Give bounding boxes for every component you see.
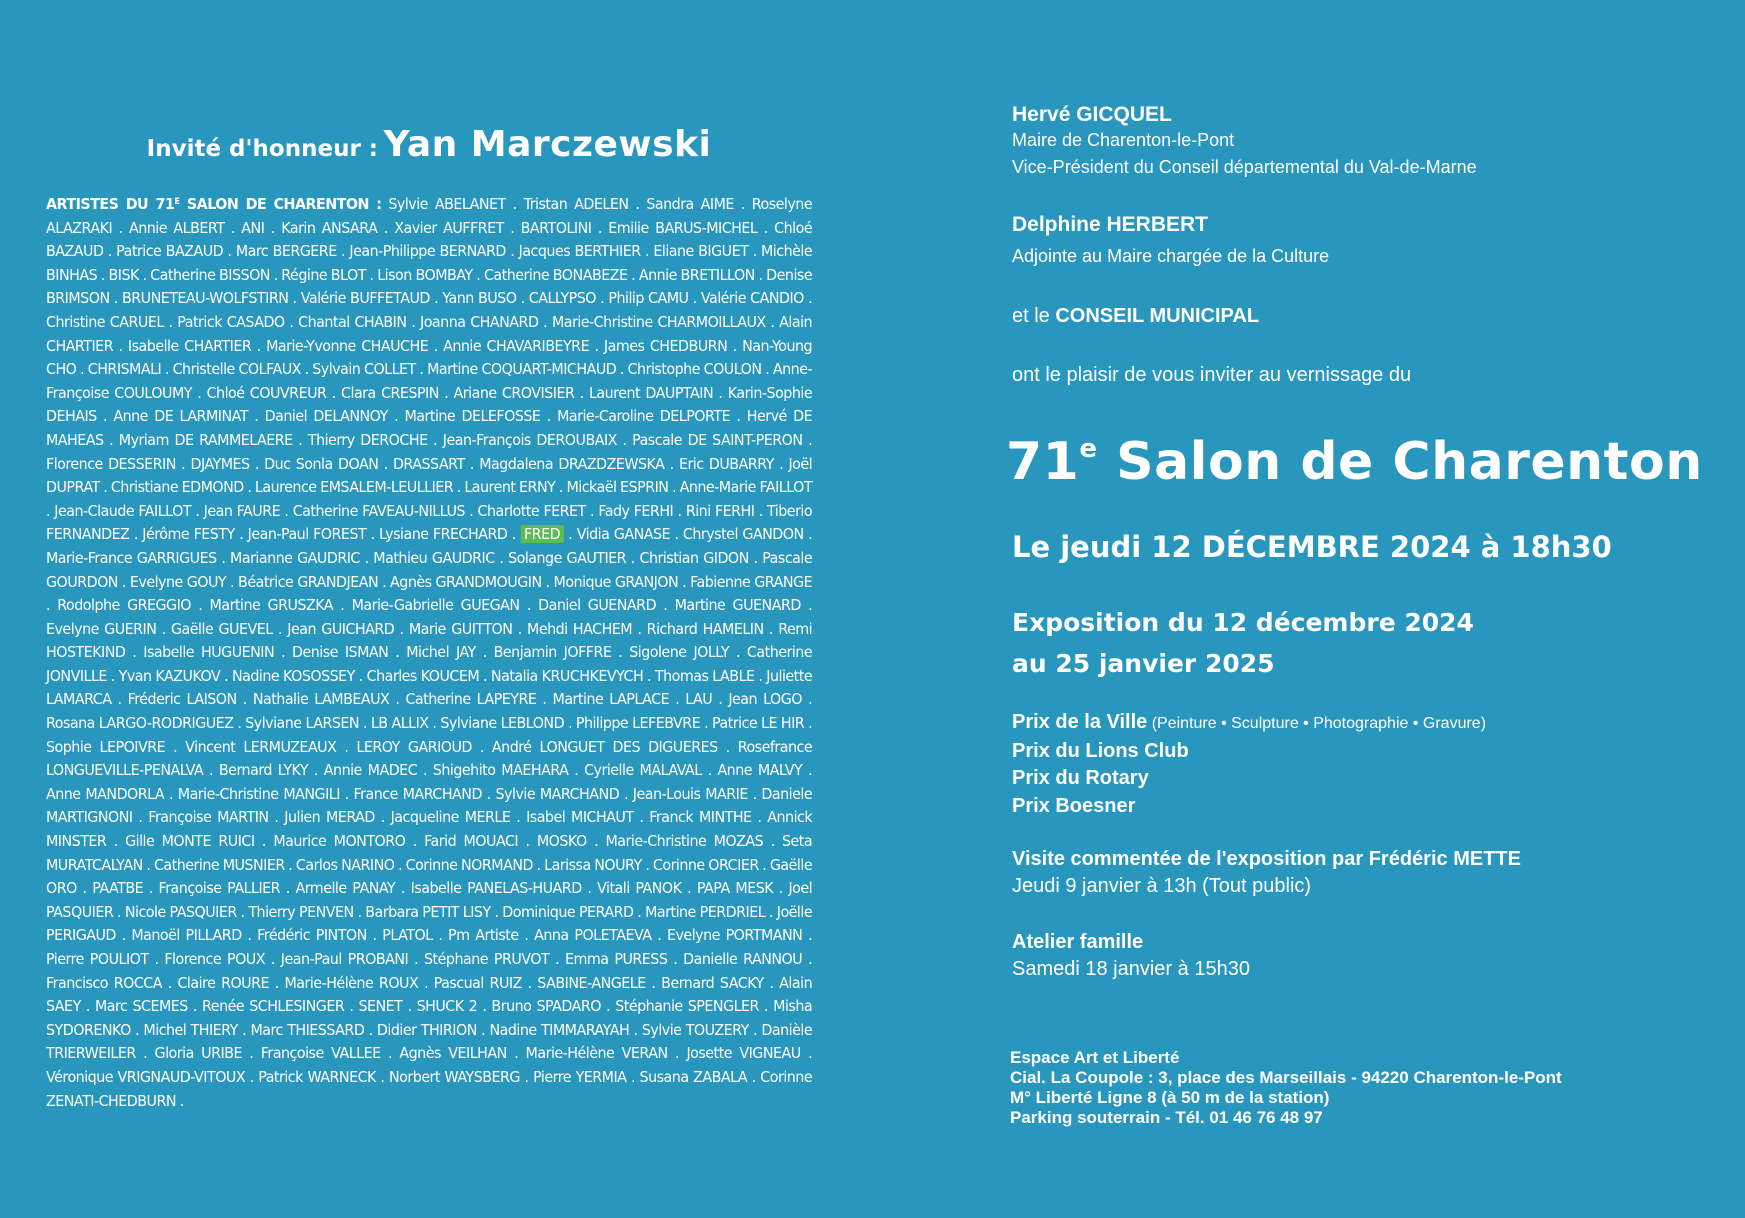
- artists-heading: [46, 195, 381, 213]
- artists-heading-sup: E: [174, 197, 180, 207]
- exhibition-line2: au 25 janvier 2025: [1012, 649, 1275, 678]
- venue-info: [1010, 1048, 1562, 1128]
- highlighted-artist: FRED: [520, 525, 564, 543]
- artists-list: [46, 191, 812, 1113]
- left-column: [46, 124, 812, 1113]
- family-workshop: [1012, 929, 1250, 983]
- venue-metro: M° Liberté Ligne 8 (à 50 m de la station): [1010, 1088, 1330, 1107]
- guest-name: Yan Marczewski: [383, 124, 712, 165]
- prize-city-detail: (Peinture • Sculpture • Photographie • Gravure): [1147, 715, 1487, 732]
- prize-boesner: [1012, 793, 1486, 821]
- prize-lions: [1012, 738, 1486, 766]
- exhibition-dates: [1012, 602, 1474, 684]
- prizes: [1012, 709, 1486, 820]
- event-date: Le jeudi 12 DÉCEMBRE 2024 à 18h30: [1012, 530, 1612, 564]
- host-deputy: [1012, 213, 1329, 270]
- event-title-rest: Salon de Charenton: [1097, 432, 1703, 492]
- host-council: [1012, 305, 1259, 328]
- prize-city-label: Prix de la Ville: [1012, 711, 1148, 733]
- exhibition-line1: Exposition du 12 décembre 2024: [1012, 608, 1474, 637]
- host-mayor-role: Maire de Charenton-le-Pont: [1012, 130, 1235, 150]
- event-title: [1006, 432, 1703, 492]
- artists-heading-rest: SALON DE CHARENTON :: [179, 195, 382, 213]
- host-mayor-name: Hervé GICQUEL: [1012, 103, 1172, 126]
- venue-name: Espace Art et Liberté: [1010, 1048, 1180, 1067]
- prize-city: [1012, 709, 1486, 738]
- artists-names-part1: Sylvie ABELANET . Tristan ADELEN . Sandra AIME . Roselyne ALAZRAKI . Annie ALBERT . ANI . Karin ANSARA . Xavier AUFFRET . BARTOLINI . Emilie BARUS-MICHEL . Chloé BAZAUD . Patrice BAZAUD . Marc BERGERE . Jean-Philippe BERNARD . Jacques BERTHIER . Eliane BIGUET . Michèle BINHAS . BISK . Catherine BISSON . Régine BLOT . Lison BOMBAY . Catherine BONABEZE . Annie BRETILLON . Denise BRIMSON . BRUNETEAU-WOLFSTIRN . Valérie BUFFETAUD . Yann BUSO . CALLYPSO . Philip CAMU . Valérie CANDIO . Christine CARUEL . Patrick CASADO . Chantal CHABIN . Joanna CHANARD . Marie-Christine CHARMOILLAUX . Alain CHARTIER . Isabelle CHARTIER . Marie-Yvonne CHAUCHE . Annie CHAVARIBEYRE . James CHEDBURN . Nan-Young CHO . CHRISMALI . Christelle COLFAUX . Sylvain COLLET . Martine COQUART-MICHAUD . Christophe COULON . Anne-Françoise COULOUMY . Chloé COUVREUR . Clara CRESPIN . Ariane CROVISIER . Laurent DAUPTAIN . Karin-Sophie DEHAIS . Anne DE LARMINAT . Daniel DELANNOY . Martine DELEFOSSE . Marie-Caroline DELPORTE . Hervé DE MAHEAS . Myriam DE RAMMELAERE . Thierry DEROCHE . Jean-François DEROUBAIX . Pascale DE SAINT-PERON . Florence DESSERIN . DJAYMES . Duc Sonla DOAN . DRASSART . Magdalena DRAZDZEWSKA . Eric DUBARRY . Joël DUPRAT . Christiane EDMOND . Laurence EMSALEM-LEULLIER . Laurent ERNY . Mickaël ESPRIN . Anne-Marie FAILLOT . Jean-Claude FAILLOT . Jean FAURE . Catherine FAVEAU-NILLUS . Charlotte FERET . Fady FERHI . Rini FERHI . Tiberio FERNANDEZ . Jérôme FESTY . Jean-Paul FOREST . Lysiane FRECHARD .: [46, 195, 813, 544]
- guided-visit-detail: Jeudi 9 janvier à 13h (Tout public): [1012, 875, 1312, 897]
- guest-label: Invité d'honneur :: [146, 136, 378, 162]
- host-deputy-name: Delphine HERBERT: [1012, 213, 1209, 236]
- guided-visit-title: Visite commentée de l'exposition par Frédéric METTE: [1012, 848, 1521, 870]
- host-deputy-role: Adjointe au Maire chargée de la Culture: [1012, 246, 1330, 266]
- prize-rotary: [1012, 765, 1486, 793]
- guest-of-honour: [46, 124, 812, 165]
- guided-visit: [1012, 846, 1521, 900]
- family-workshop-detail: Samedi 18 janvier à 15h30: [1012, 958, 1250, 980]
- host-council-prefix: et le: [1012, 305, 1056, 327]
- venue-parking: Parking souterrain - Tél. 01 46 76 48 97: [1010, 1108, 1323, 1127]
- host-council-name: CONSEIL MUNICIPAL: [1055, 305, 1260, 327]
- family-workshop-title: Atelier famille: [1012, 931, 1144, 953]
- artists-heading-text: ARTISTES DU 71: [46, 195, 175, 213]
- artists-names-part2: . Vidia GANASE . Chrystel GANDON . Marie-France GARRIGUES . Marianne GAUDRIC . Mathieu GAUDRIC . Solange GAUTIER . Christian GIDON . Pascale GOURDON . Evelyne GOUY . Béatrice GRANDJEAN . Agnès GRANDMOUGIN . Monique GRANJON . Fabienne GRANGE . Rodolphe GREGGIO . Martine GRUSZKA . Marie-Gabrielle GUEGAN . Daniel GUENARD . Martine GUENARD . Evelyne GUERIN . Gaëlle GUEVEL . Jean GUICHARD . Marie GUITTON . Mehdi HACHEM . Richard HAMELIN . Remi HOSTEKIND . Isabelle HUGUENIN . Denise ISMAN . Michel JAY . Benjamin JOFFRE . Sigolene JOLLY . Catherine JONVILLE . Yvan KAZUKOV . Nadine KOSOSSEY . Charles KOUCEM . Natalia KRUCHKEVYCH . Thomas LABLE . Juliette LAMARCA . Fréderic LAISON . Nathalie LAMBEAUX . Catherine LAPEYRE . Martine LAPLACE . LAU . Jean LOGO . Rosana LARGO-RODRIGUEZ . Sylviane LARSEN . LB ALLIX . Sylviane LEBLOND . Philippe LEFEBVRE . Patrice LE HIR . Sophie LEPOIVRE . Vincent LERMUZEAUX . LEROY GARIOUD . André LONGUET DES DIGUERES . Rosefrance LONGUEVILLE-PENALVA . Bernard LYKY . Annie MADEC . Shigehito MAEHARA . Cyrielle MALAVAL . Anne MALVY . Anne MANDORLA . Marie-Christine MANGILI . France MARCHAND . Sylvie MARCHAND . Jean-Louis MARIE . Daniele MARTIGNONI . Françoise MARTIN . Julien MERAD . Jacqueline MERLE . Isabel MICHAUT . Franck MINTHE . Annick MINSTER . Gille MONTE RUICI . Maurice MONTORO . Farid MOUACI . MOSKO . Marie-Christine MOZAS . Seta MURATCALYAN . Catherine MUSNIER . Carlos NARINO . Corinne NORMAND . Larissa NOURY . Corinne ORCIER . Gaëlle ORO . PAATBE . Françoise PALLIER . Armelle PANAY . Isabelle PANELAS-HUARD . Vitali PANOK . PAPA MESK . Joel PASQUIER . Nicole PASQUIER . Thierry PENVEN . Barbara PETIT LISY . Dominique PERARD . Martine PERDRIEL . Joëlle PERIGAUD . Manoël PILLARD . Frédéric PINTON . PLATOL . Pm Artiste . Anna POLETAEVA . Evelyne PORTMANN . Pierre POULIOT . Florence POUX . Jean-Paul PROBANI . Stéphane PRUVOT . Emma PURESS . Danielle RANNOU . Francisco ROCCA . Claire ROURE . Marie-Hélène ROUX . Pascual RUIZ . SABINE-ANGELE . Bernard SACKY . Alain SAEY . Marc SCEMES . Renée SCHLESINGER . SENET . SHUCK 2 . Bruno SPADARO . Stéphanie SPENGLER . Misha SYDORENKO . Michel THIERY . Marc THIESSARD . Didier THIRION . Nadine TIMMARAYAH . Sylvie TOUZERY . Danièle TRIERWEILER . Gloria URIBE . Françoise VALLEE . Agnès VEILHAN . Marie-Hélène VERAN . Josette VIGNEAU . Véronique VRIGNAUD-VITOUX . Patrick WARNECK . Norbert WAYSBERG . Pierre YERMIA . Susana ZABALA . Corinne ZENATI-CHEDBURN .: [46, 525, 813, 1110]
- prize-lions-label: Prix du Lions Club: [1012, 739, 1189, 762]
- event-title-sup: e: [1079, 434, 1098, 464]
- host-mayor-role2: Vice-Président du Conseil départemental du Val-de-Marne: [1012, 157, 1477, 177]
- prize-rotary-label: Prix du Rotary: [1012, 767, 1149, 789]
- host-mayor: [1012, 103, 1477, 181]
- prize-boesner-label: Prix Boesner: [1012, 794, 1136, 817]
- invite-text: ont le plaisir de vous inviter au vernissage du: [1012, 364, 1412, 386]
- event-title-num: 71: [1006, 432, 1080, 492]
- venue-address: Cial. La Coupole : 3, place des Marseillais - 94220 Charenton-le-Pont: [1010, 1068, 1562, 1087]
